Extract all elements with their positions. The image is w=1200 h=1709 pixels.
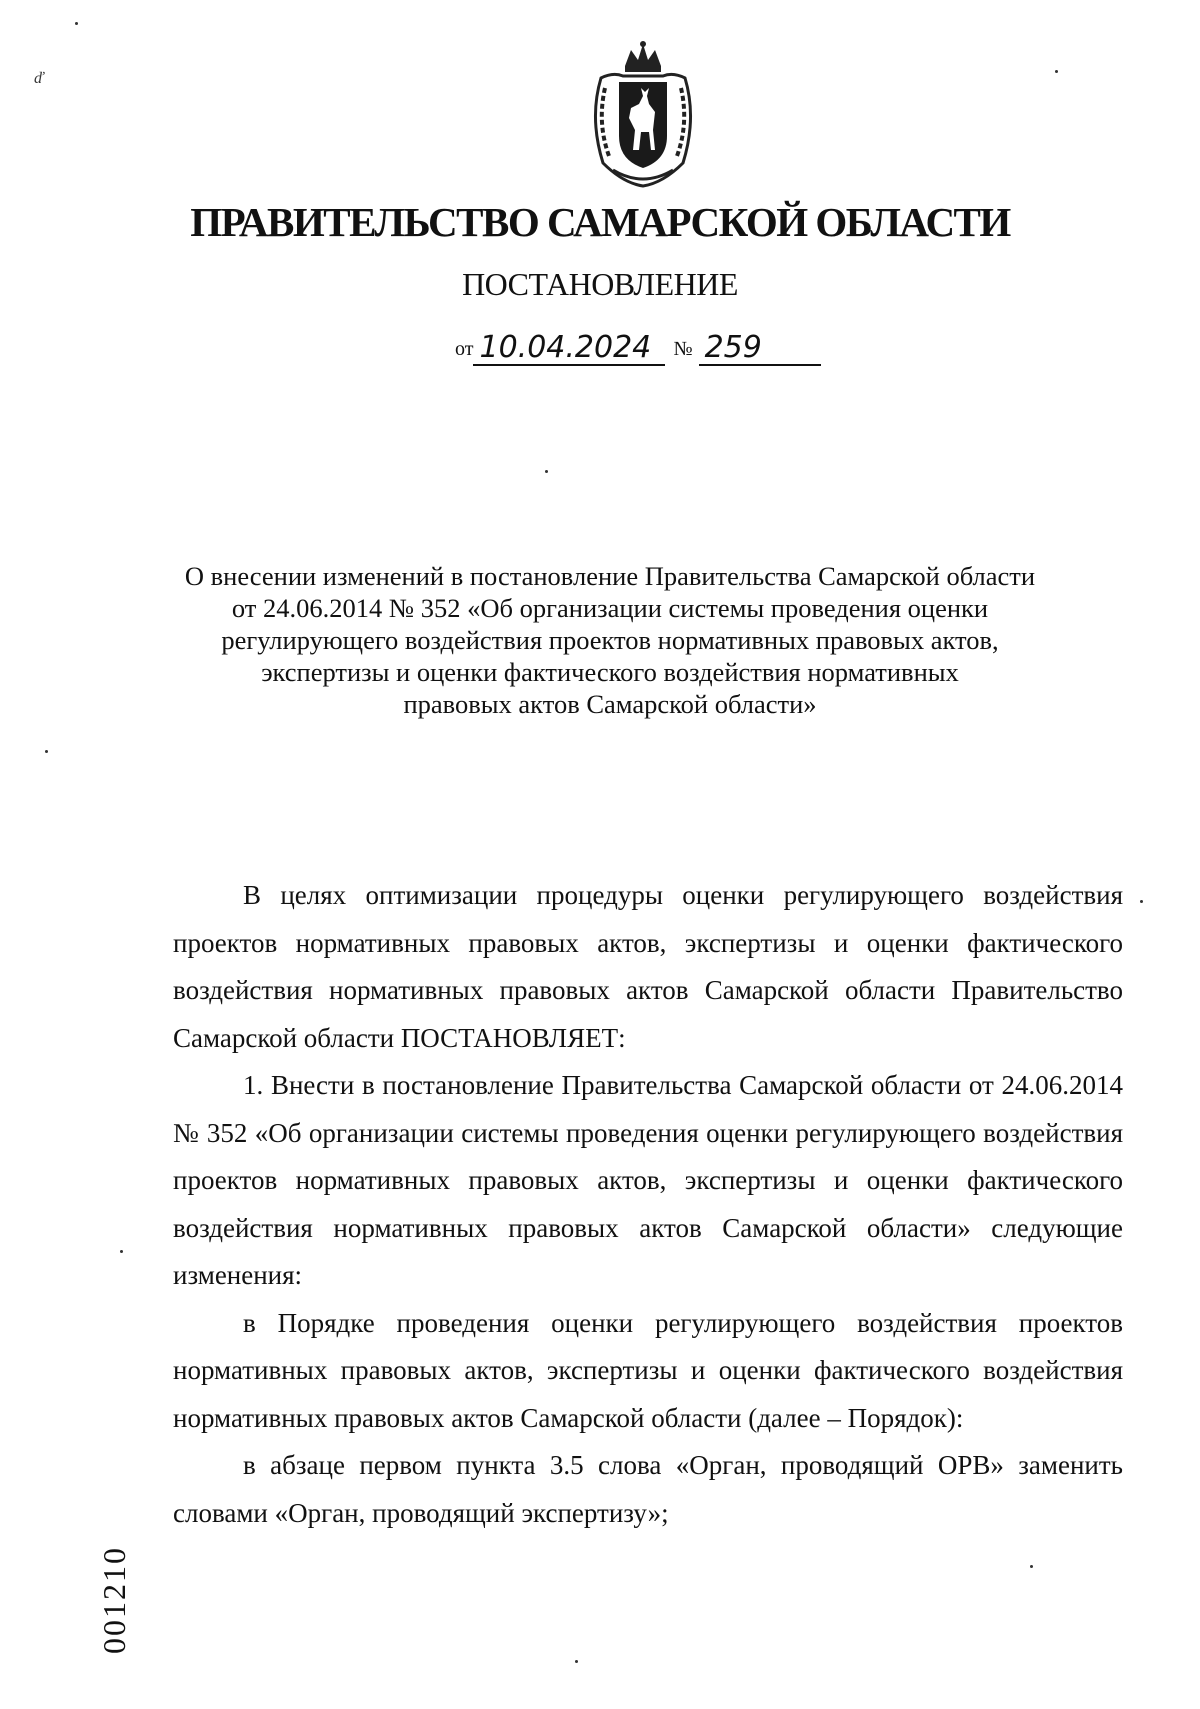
- scan-speck: [1055, 70, 1058, 73]
- scan-speck: [120, 1250, 123, 1253]
- scan-mark: ď: [34, 70, 44, 87]
- subject-line: экспертизы и оценки фактического воздействия нормативных: [261, 657, 959, 687]
- body-paragraph: 1. Внести в постановление Правительства Самарской области от 24.06.2014 № 352 «Об организации системы проведения оценки регулирующего воздействия проектов нормативных правовых актов, экспертизы и оценки фактического воздействия нормативных правовых актов Самарской области» следующие изменения:: [173, 1070, 1123, 1290]
- document-number: 259: [699, 331, 821, 366]
- scan-speck: [1030, 1565, 1033, 1568]
- subject-line: О внесении изменений в постановление Правительства Самарской области: [184, 561, 1036, 591]
- document-type: ПОСТАНОВЛЕНИЕ: [462, 266, 738, 302]
- scan-speck: [1140, 900, 1143, 903]
- number-prefix: №: [673, 338, 693, 360]
- subject-line: от 24.06.2014 № 352 «Об организации системы проведения оценки: [231, 593, 989, 623]
- subject-line: правовых актов Самарской области»: [403, 689, 817, 719]
- margin-registration-code: 001210: [96, 1546, 132, 1654]
- body-paragraph: в абзаце первом пункта 3.5 слова «Орган, проводящий ОРВ» заменить словами «Орган, проводящий экспертизу»;: [173, 1450, 1123, 1528]
- document-body: [173, 872, 1123, 1537]
- document-date: 10.04.2024: [473, 331, 665, 366]
- body-paragraph: в Порядке проведения оценки регулирующего воздействия проектов нормативных правовых актов, экспертизы и оценки фактического воздействия нормативных правовых актов Самарской области (далее – Порядок):: [173, 1307, 1123, 1433]
- samara-coat-of-arms-icon: [583, 38, 703, 188]
- scan-speck: [75, 22, 78, 25]
- date-number-line: [455, 326, 821, 366]
- document-subject: [150, 560, 1070, 720]
- scan-speck: [545, 470, 548, 473]
- subject-line: регулирующего воздействия проектов нормативных правовых актов,: [221, 625, 999, 655]
- scan-speck: [45, 750, 48, 753]
- scan-speck: [575, 1660, 578, 1663]
- organization-title: ПРАВИТЕЛЬСТВО САМАРСКОЙ ОБЛАСТИ: [190, 199, 1010, 245]
- body-paragraph: В целях оптимизации процедуры оценки регулирующего воздействия проектов нормативных правовых актов, экспертизы и оценки фактического воздействия нормативных правовых актов Самарской области Правительство Самарской области ПОСТАНОВЛЯЕТ:: [173, 880, 1123, 1053]
- date-prefix: от: [455, 338, 474, 360]
